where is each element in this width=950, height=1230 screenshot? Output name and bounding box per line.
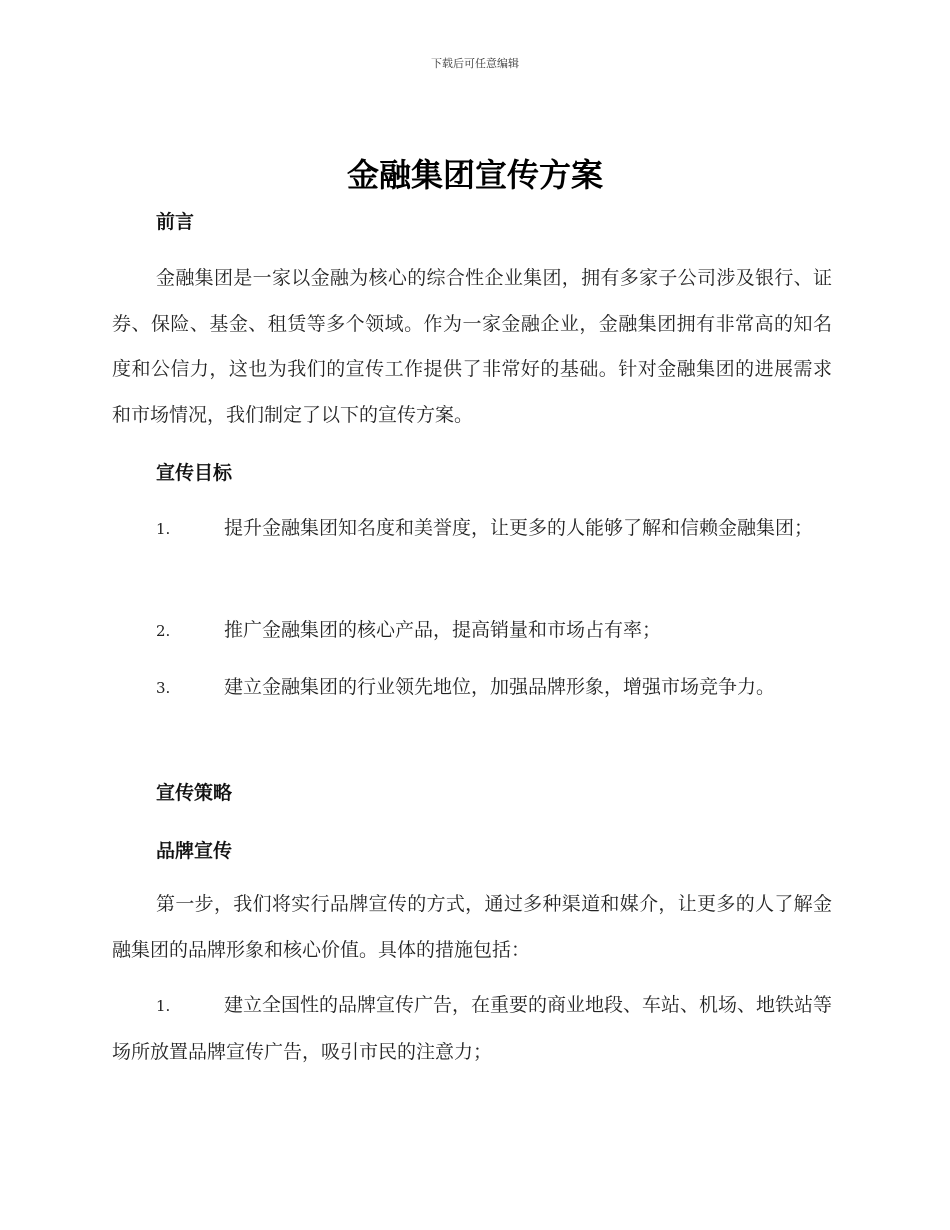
goal-list-item-1	[112, 506, 832, 553]
heading-brand: 品牌宣传	[156, 840, 233, 862]
paragraph-preface: 金融集团是一家以金融为核心的综合性企业集团，拥有多家子公司涉及银行、证券、保险、基金、租赁等多个领域。作为一家金融企业，金融集团拥有非常高的知名度和公信力，这也为我们的宣传工作提供了非常好的基础。针对金融集团的进展需求和市场情况，我们制定了以下的宣传方案。	[112, 267, 832, 426]
brand-list-item-1	[112, 983, 832, 1075]
list-text: 提升金融集团知名度和美誉度，让更多的人能够了解和信赖金融集团；	[224, 517, 814, 539]
list-number: 2.	[156, 622, 171, 640]
list-number: 1.	[156, 520, 171, 538]
goal-list-item-3	[112, 665, 832, 712]
heading-preface: 前言	[156, 211, 195, 233]
list-number: 1.	[156, 997, 171, 1015]
list-text: 推广金融集团的核心产品，提高销量和市场占有率；	[224, 619, 662, 641]
page-header-note: 下载后可任意编辑	[431, 57, 519, 70]
heading-goals: 宣传目标	[156, 462, 233, 484]
list-number: 3.	[156, 679, 171, 697]
list-text: 建立全国性的品牌宣传广告，在重要的商业地段、车站、机场、地铁站等场所放置品牌宣传广告，吸引市民的注意力；	[112, 994, 833, 1063]
list-text: 建立金融集团的行业领先地位，加强品牌形象，增强市场竞争力。	[224, 676, 776, 698]
heading-strategy: 宣传策略	[156, 782, 233, 804]
paragraph-brand: 第一步，我们将实行品牌宣传的方式，通过多种渠道和媒介，让更多的人了解金融集团的品牌形象和核心价值。具体的措施包括：	[112, 893, 832, 961]
document-title: 金融集团宣传方案	[346, 156, 603, 194]
goal-list-item-2	[112, 608, 832, 655]
